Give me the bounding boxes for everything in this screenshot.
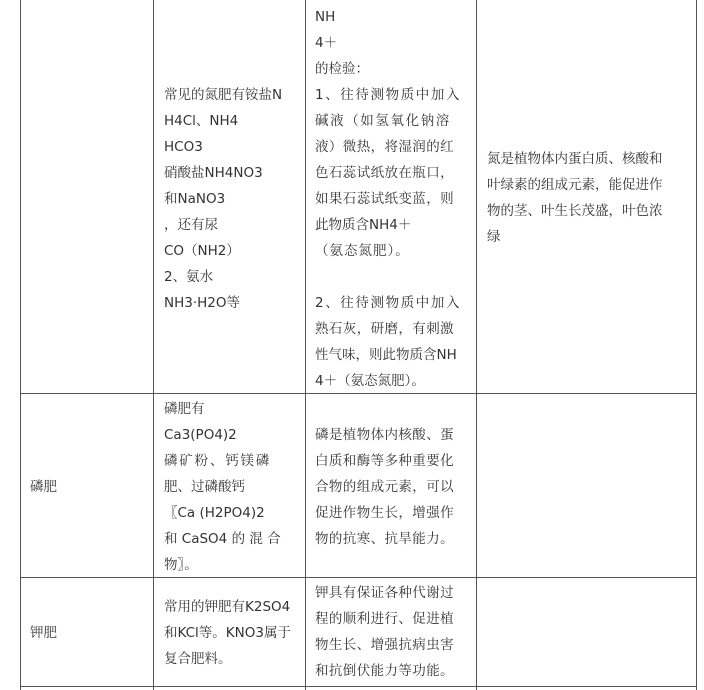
cell-line: 物〗。 [164, 557, 198, 573]
row-divider [20, 577, 696, 578]
cell-line: 此物质含NH4＋ [315, 217, 412, 233]
column-divider [305, 0, 306, 690]
blank-line [315, 264, 461, 290]
cell-line: 色石蕊试纸放在瓶口， [315, 165, 454, 181]
cell-line: 2、氨水 [164, 269, 214, 285]
nitrogen-forms-cell [164, 82, 282, 316]
cell-line: 物生长、增强抗病虫害 [315, 637, 454, 653]
cell-line: 硝酸盐NH4NO3 [164, 165, 263, 181]
cell-line: （氨态氮肥）。 [315, 243, 410, 259]
potash-forms-cell [164, 594, 291, 672]
cell-line: 〖Ca (H2PO4)2 [164, 505, 265, 521]
cell-line: ，还有尿 [164, 217, 218, 233]
cell-line: 常见的氮肥有铵盐N [164, 87, 283, 103]
cell-line: Ca3(PO4)2 [164, 427, 237, 443]
cell-line: 白质和酶等多种重要化 [315, 453, 454, 469]
column-divider [476, 0, 477, 690]
cell-line: 物的茎、叶生长茂盛，叶色浓 [487, 203, 663, 219]
cell-line: 2、往待测物质中加入 [315, 295, 462, 311]
cell-line: H4Cl、NH4 [164, 113, 239, 129]
cell-line: 1、往待测物质中加入 [315, 87, 462, 103]
cell-line: 碱液（如氢氧化钠溶 [315, 113, 451, 129]
cell-line: 复合肥料。 [164, 651, 232, 667]
phosphate-fertilizer-label: 磷肥 [30, 479, 57, 495]
cell-line: HCO3 [164, 139, 203, 155]
column-divider [696, 0, 697, 690]
cell-line: 磷肥有 [164, 401, 205, 417]
cell-line: 性气味，则此物质含NH [315, 347, 457, 363]
column-divider [20, 0, 21, 690]
cell-line: 和 CaSO4 的 混 合 [164, 531, 281, 547]
potash-function-cell [315, 580, 454, 684]
cell-line: 促进作物生长，增强作 [315, 505, 454, 521]
cell-line: 和抗倒伏能力等功能。 [315, 663, 454, 679]
cell-line: 4＋（氨态氮肥）。 [315, 373, 425, 389]
cell-line: 磷是植物体内核酸、蛋 [315, 427, 454, 443]
cell-line: NH3·H2O等 [164, 295, 240, 311]
cell-line: 常用的钾肥有K2SO4 [164, 599, 291, 615]
cell-line: 钾具有保证各种代谢过 [315, 585, 454, 601]
cell-line: 和KCl等。KNO3属于 [164, 625, 291, 641]
nitrogen-test-cell [315, 4, 461, 394]
cell-line: 物的抗寒、抗旱能力。 [315, 531, 454, 547]
cell-line: CO（NH2） [164, 243, 240, 259]
cell-line: 氮是植物体内蛋白质、核酸和 [487, 151, 663, 167]
cell-line: 如果石蕊试纸变蓝，则 [315, 191, 454, 207]
cell-line: 叶绿素的组成元素，能促进作 [487, 177, 663, 193]
cell-line: NH [315, 9, 336, 25]
cell-line: 磷矿粉、钙镁磷 [164, 453, 272, 469]
cell-line: 程的顺利进行、促进植 [315, 611, 454, 627]
phosphate-function-cell [315, 422, 454, 552]
phosphate-forms-cell [164, 396, 281, 578]
nitrogen-function-cell [487, 146, 663, 250]
row-divider [20, 686, 696, 687]
cell-line: 绿 [487, 229, 501, 245]
cell-line: 熟石灰，研磨，有刺激 [315, 321, 454, 337]
column-divider [153, 0, 154, 690]
cell-line: 4＋ [315, 35, 338, 51]
cell-line: 液）微热，将湿润的红 [315, 139, 454, 155]
cell-line: 的检验： [315, 61, 369, 77]
potash-fertilizer-label: 钾肥 [30, 625, 57, 641]
cell-line: 和NaNO3 [164, 191, 226, 207]
cell-line: 肥、过磷酸钙 [164, 479, 245, 495]
cell-line: 合物的组成元素，可以 [315, 479, 454, 495]
